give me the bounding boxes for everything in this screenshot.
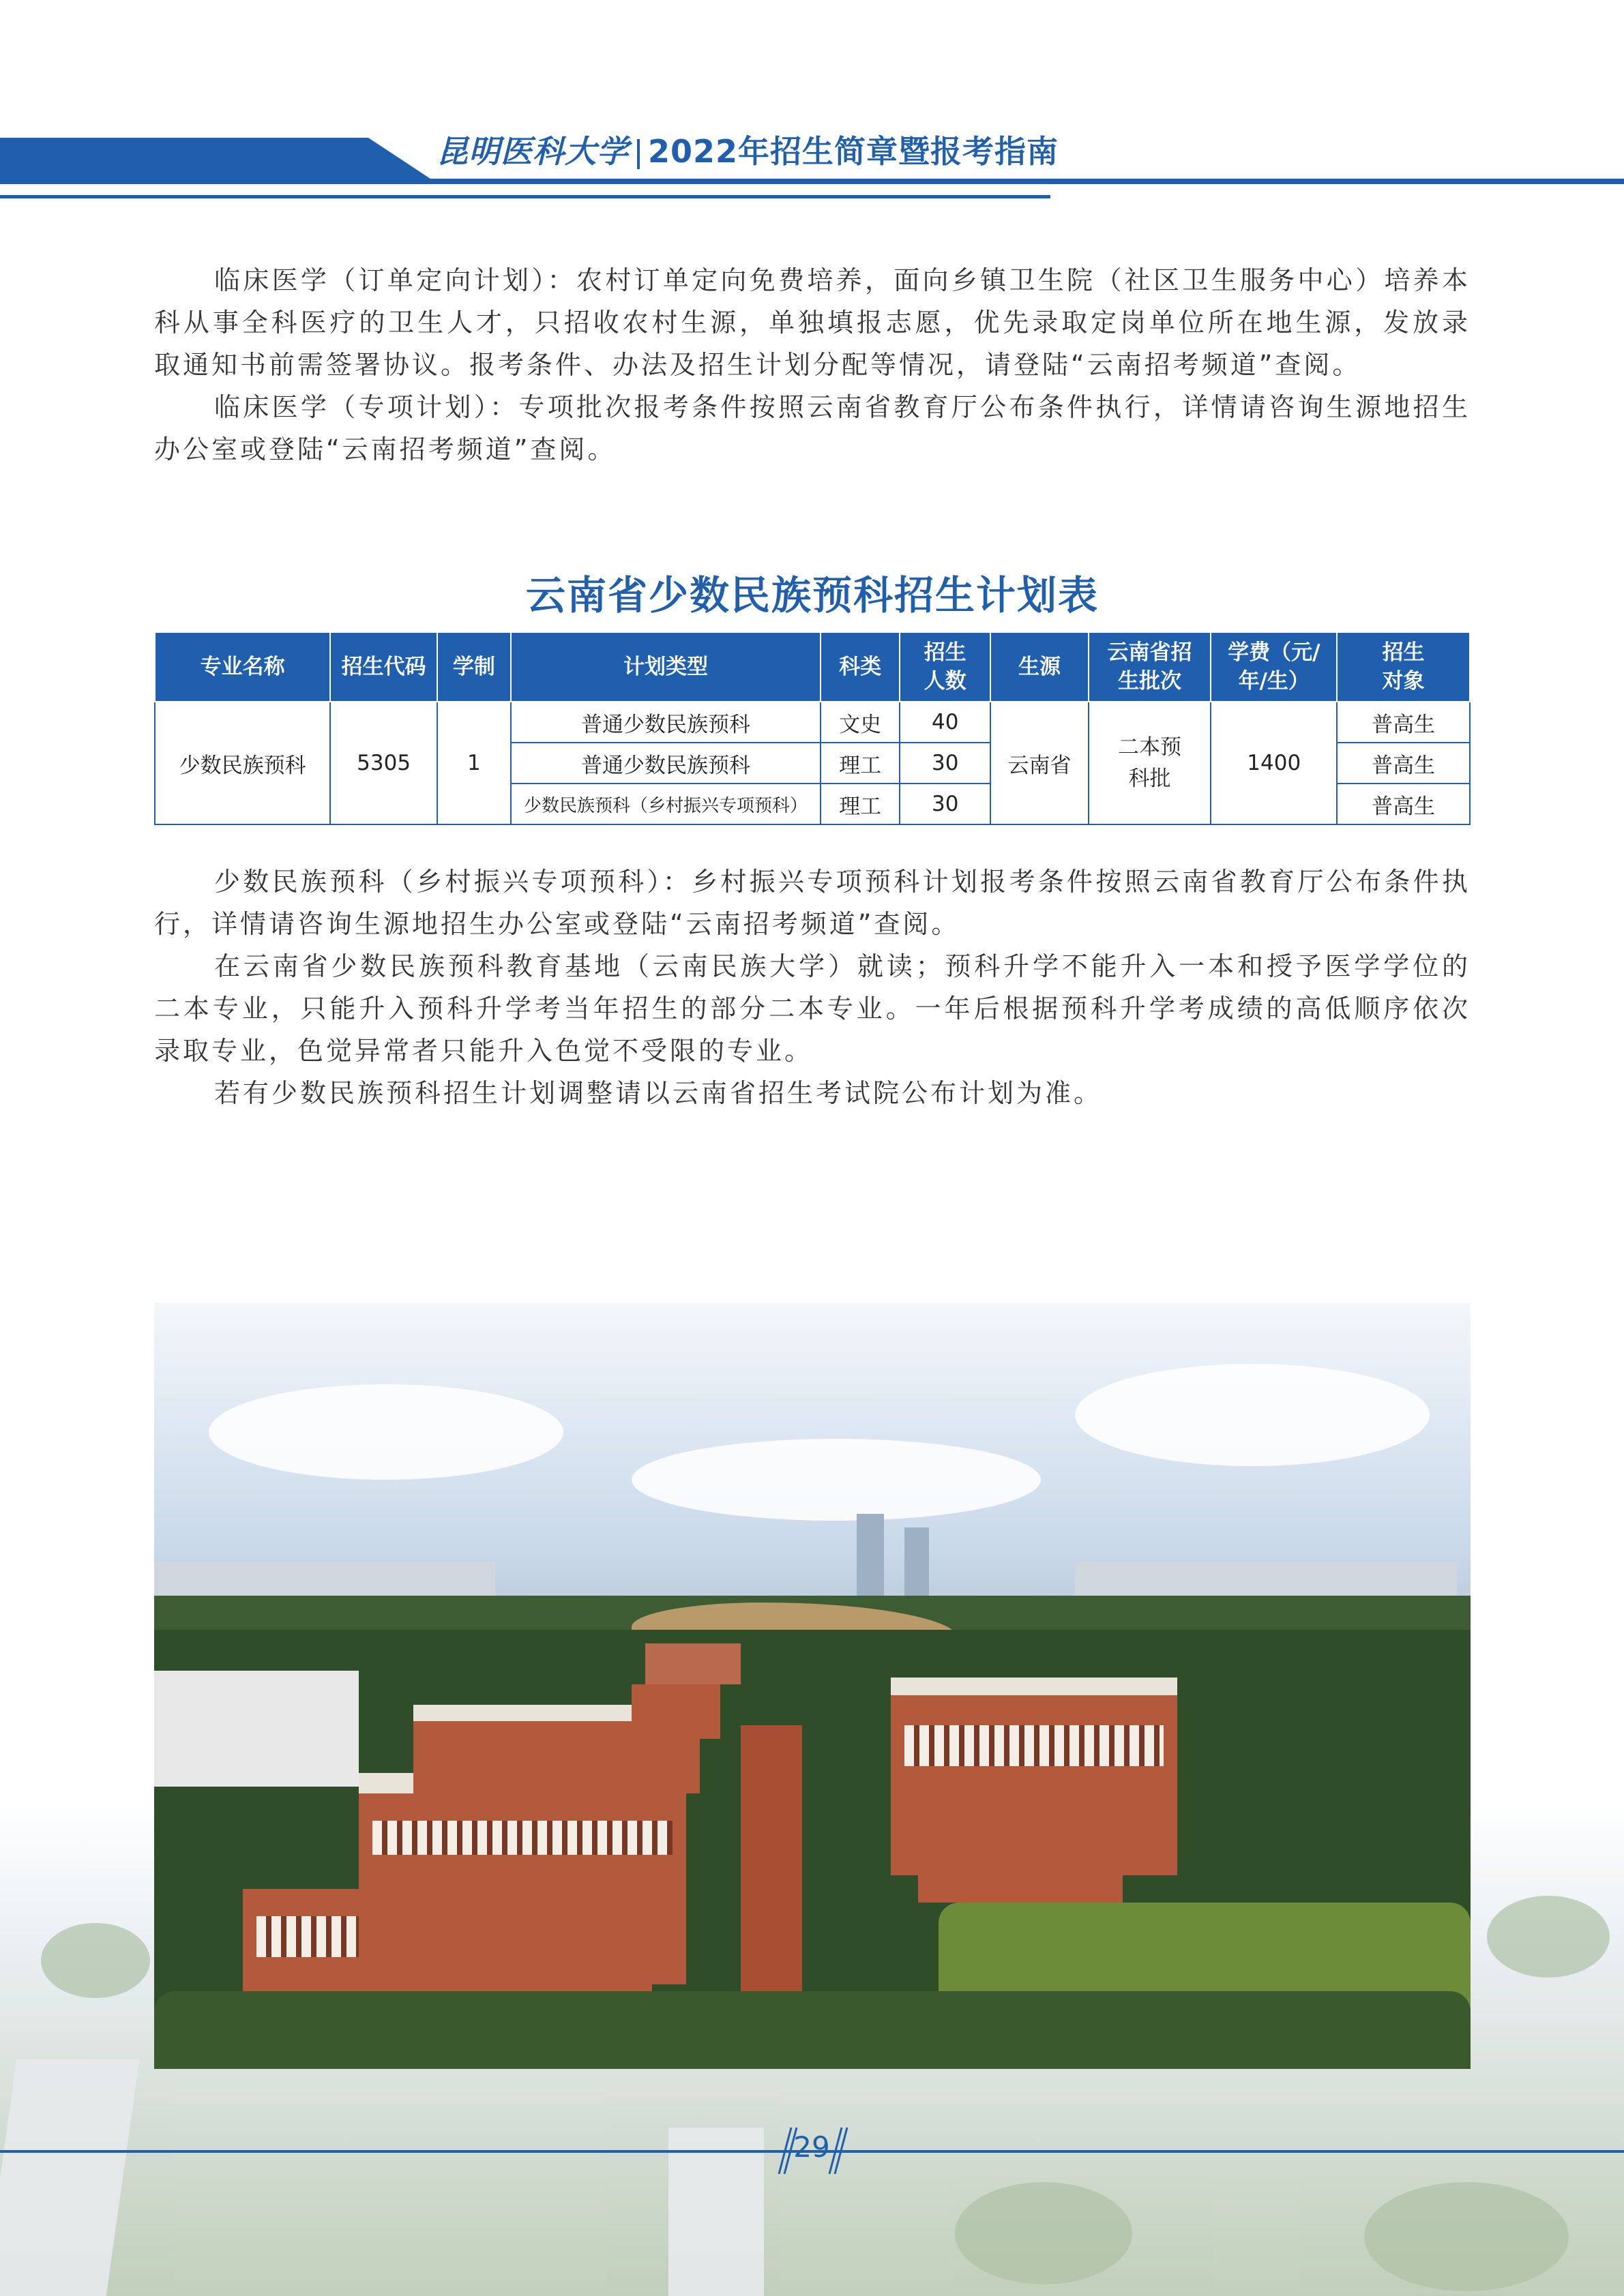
col-header: 学制 [437, 632, 511, 702]
col-header: 科类 [821, 632, 900, 702]
header-band [0, 138, 437, 183]
tree-shape [41, 1923, 150, 1998]
col-header: 招生代码 [330, 632, 437, 702]
cloud-shape [209, 1384, 563, 1480]
paragraph: 临床医学（订单定向计划）：农村订单定向免费培养，面向乡镇卫生院（社区卫生服务中心）培养本科从事全科医疗的卫生人才，只招收农村生源，单独填报志愿，优先录取定岗单位所在地生源，发放录取通知书前需签署协议。报考条件、办法及招生计划分配等情况，请登陆“云南招考频道”查阅。 [154, 265, 1471, 380]
paragraph: 临床医学（专项计划）：专项批次报考条件按照云南省教育厅公布条件执行，详情请咨询生源地招生办公室或登陆“云南招考频道”查阅。 [154, 392, 1471, 464]
tree-shape [955, 2182, 1132, 2284]
teaching-building [359, 1780, 686, 1984]
paragraph: 若有少数民族预科招生计划调整请以云南省招生考试院公布计划为准。 [214, 1078, 1103, 1108]
enrollment-plan-table [154, 631, 1471, 825]
cell-source: 云南省 [990, 702, 1088, 824]
campus-aerial-photo [154, 1302, 1471, 2069]
header-title [437, 131, 1059, 172]
cell-major: 少数民族预科 [155, 702, 330, 824]
paragraph: 少数民族预科（乡村振兴专项预科）：乡村振兴专项预科计划报考条件按照云南省教育厅公布条件执行，详情请咨询生源地招生办公室或登陆“云南招考频道”查阅。 [154, 867, 1471, 939]
page-number: 29 [793, 2130, 830, 2164]
cell-duration: 1 [437, 702, 511, 824]
teaching-building [645, 1643, 741, 1684]
cell-count: 30 [900, 784, 990, 824]
col-header: 学费（元/年/生） [1211, 632, 1337, 702]
header-rule [0, 179, 1624, 184]
table-row [155, 702, 1470, 743]
cell-fee: 1400 [1211, 702, 1337, 824]
cell-plan-type: 普通少数民族预科 [511, 743, 821, 784]
cloud-shape [632, 1439, 1041, 1521]
col-header: 云南省招生批次 [1089, 632, 1211, 702]
col-header: 专业名称 [155, 632, 330, 702]
teaching-building [918, 1841, 1123, 1903]
brochure-title: 2022年招生简章暨报考指南 [648, 133, 1059, 170]
window-row [904, 1725, 1164, 1766]
header-separator [637, 139, 640, 169]
notes-text [154, 861, 1471, 1114]
road-shape [0, 2059, 139, 2296]
white-building [154, 1671, 359, 1787]
tree-shape [1487, 1896, 1610, 1978]
header-rule-thin [0, 195, 1050, 198]
teaching-building [632, 1684, 720, 1739]
col-header: 招生人数 [900, 632, 990, 702]
cell-count: 30 [900, 743, 990, 784]
col-header: 招生对象 [1337, 632, 1470, 702]
cell-category: 文史 [821, 702, 900, 743]
cell-plan-type: 普通少数民族预科 [511, 702, 821, 743]
roof [891, 1678, 1177, 1695]
road-shape [668, 2128, 764, 2296]
cell-category: 理工 [821, 743, 900, 784]
cell-count: 40 [900, 702, 990, 743]
col-header: 计划类型 [511, 632, 821, 702]
cell-target: 普高生 [1337, 702, 1470, 743]
tree-foreground [154, 1991, 1471, 2069]
cell-plan-type: 少数民族预科（乡村振兴专项预科） [511, 784, 821, 824]
window-row [372, 1821, 673, 1855]
cell-target: 普高生 [1337, 784, 1470, 824]
table-header-row [155, 632, 1470, 702]
table-title: 云南省少数民族预科招生计划表 [525, 572, 1099, 618]
tree-shape [1364, 2182, 1569, 2291]
school-name: 昆明医科大学 [437, 133, 629, 170]
col-header: 生源 [990, 632, 1088, 702]
cell-code: 5305 [330, 702, 437, 824]
cell-category: 理工 [821, 784, 900, 824]
intro-text [154, 259, 1471, 471]
cell-batch: 二本预科批 [1089, 702, 1211, 824]
cloud-shape [1075, 1364, 1430, 1466]
paragraph: 在云南省少数民族预科教育基地（云南民族大学）就读；预科升学不能升入一本和授予医学学位的二本专业，只能升入预科升学考当年招生的部分二本专业。一年后根据预科升学考成绩的高低顺序依次录取专业，色觉异常者只能升入色觉不受限的专业。 [154, 951, 1471, 1066]
cell-target: 普高生 [1337, 743, 1470, 784]
